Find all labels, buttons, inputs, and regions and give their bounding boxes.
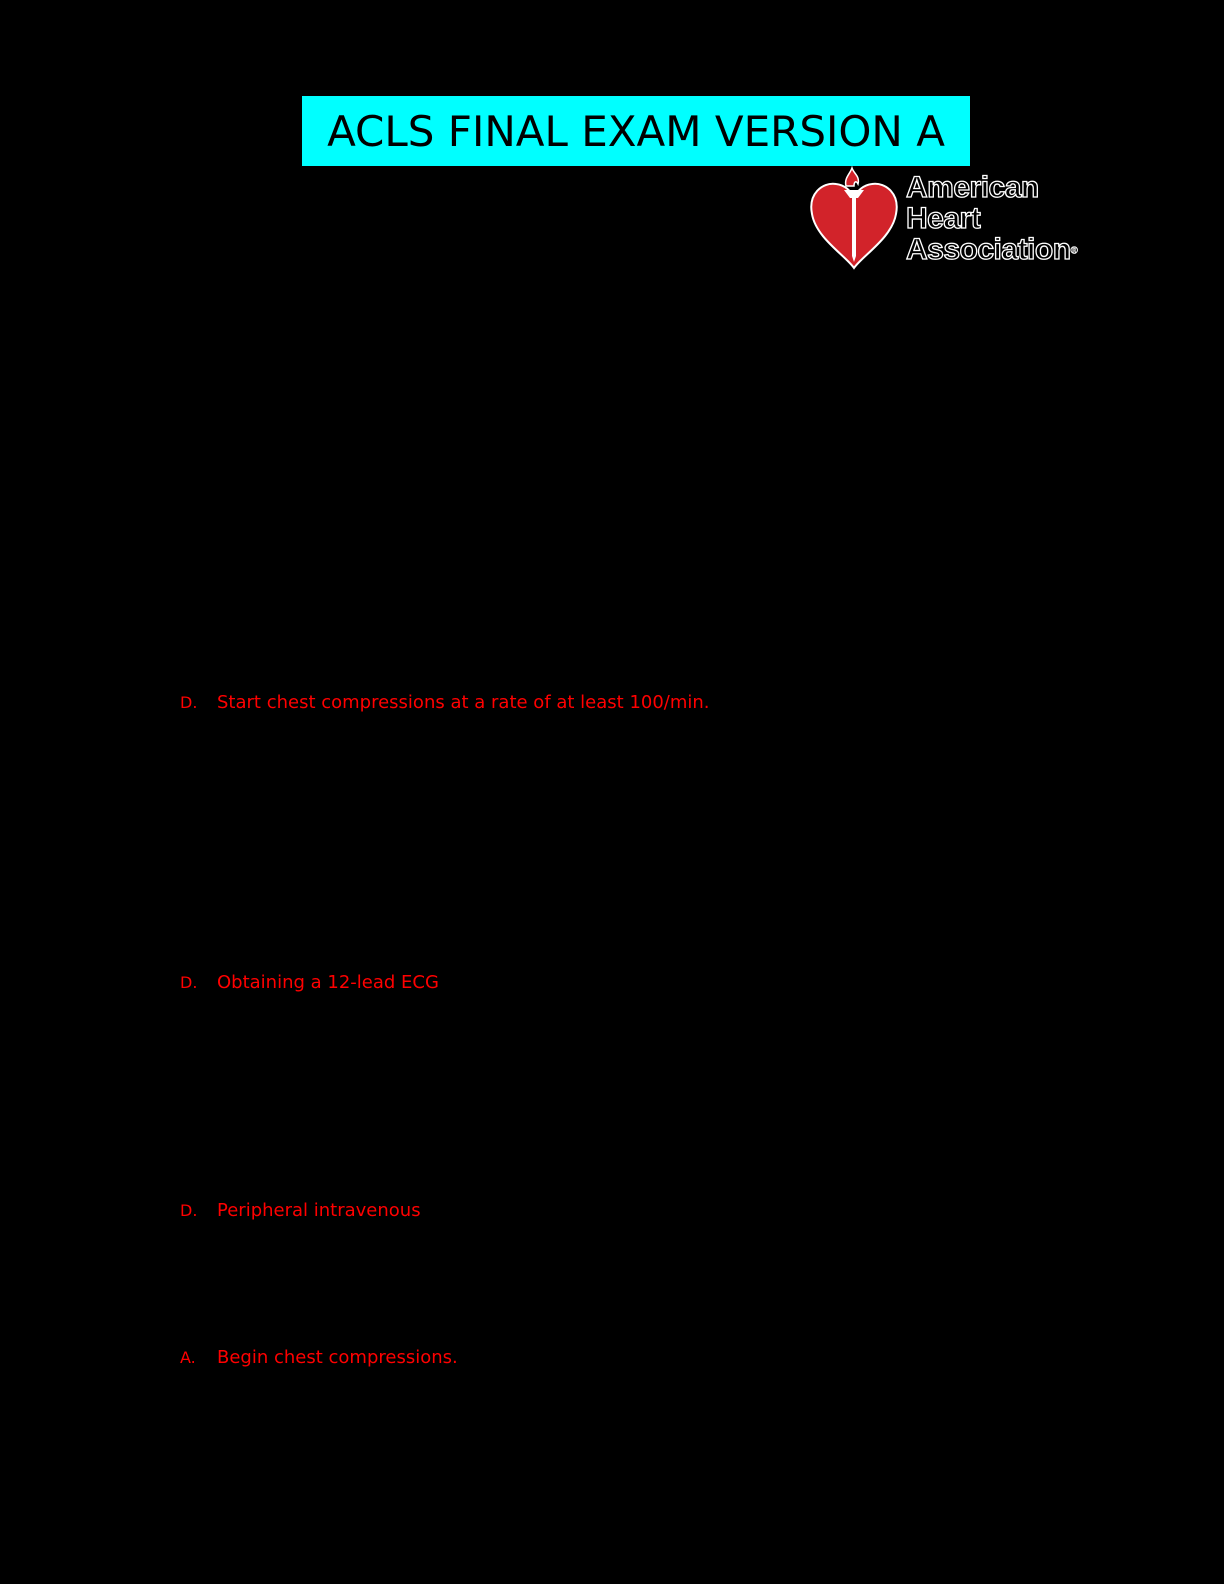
- page-title: ACLS FINAL EXAM VERSION A: [327, 106, 945, 156]
- answer-3: [180, 1200, 421, 1221]
- logo-wordmark: [906, 172, 1084, 272]
- answer-1: [180, 692, 710, 713]
- answer-2-letter: D.: [180, 973, 198, 992]
- logo-word-american: American: [906, 171, 1039, 204]
- logo-word-association: [906, 234, 1084, 267]
- heart-torch-icon: [808, 164, 900, 272]
- answer-1-text: Start chest compressions at a rate of at least 100/min.: [217, 692, 710, 713]
- title-highlight: [302, 96, 970, 166]
- answer-4-letter: A.: [180, 1348, 196, 1367]
- logo-word-heart: Heart: [906, 202, 981, 235]
- answer-1-letter: D.: [180, 693, 198, 712]
- registered-mark: ®: [1070, 245, 1078, 257]
- american-heart-association-logo: [808, 164, 1084, 276]
- answer-4: [180, 1347, 458, 1368]
- answer-3-letter: D.: [180, 1201, 198, 1220]
- answer-2-text: Obtaining a 12-lead ECG: [217, 972, 439, 993]
- answer-4-text: Begin chest compressions.: [217, 1347, 458, 1368]
- answer-2: [180, 972, 439, 993]
- answer-3-text: Peripheral intravenous: [217, 1200, 421, 1221]
- logo-word-association-text: Association: [906, 233, 1071, 266]
